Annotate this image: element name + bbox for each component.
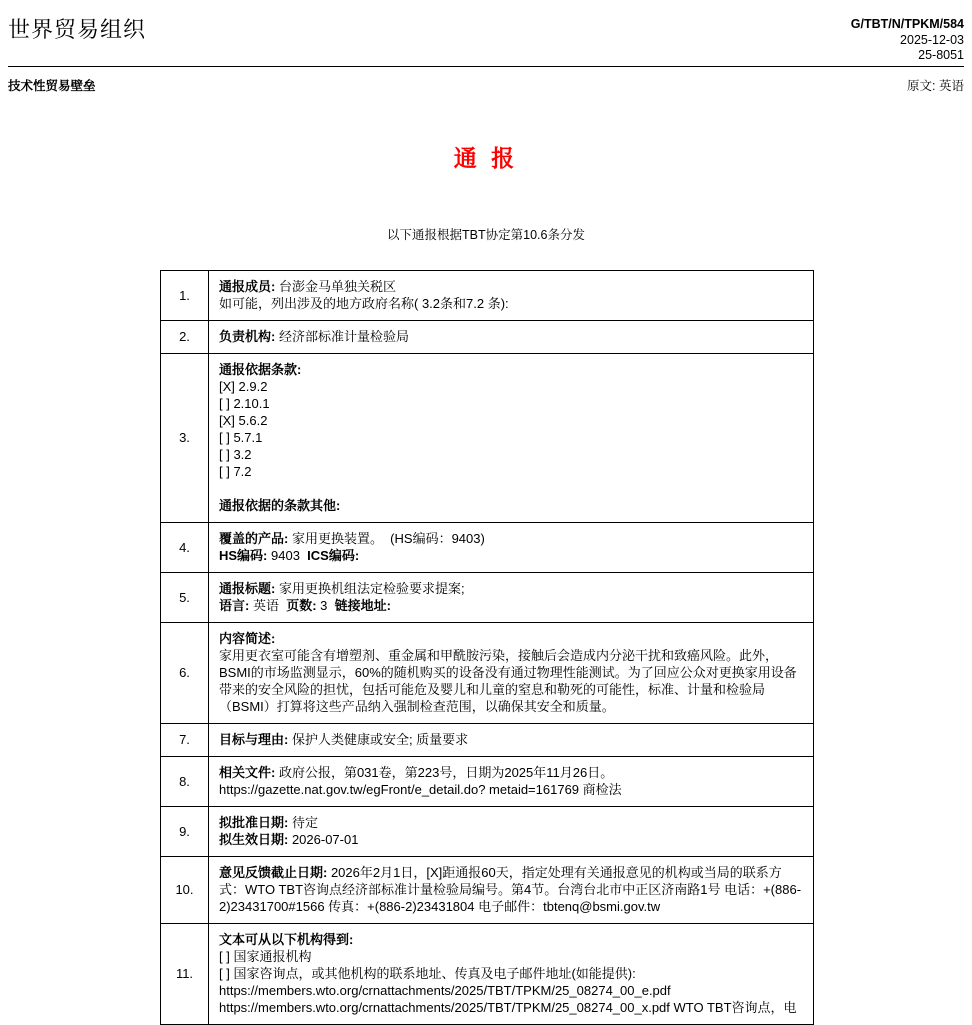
row-content: [209, 320, 814, 353]
row-content: [209, 723, 814, 756]
content-line: [219, 446, 803, 463]
field-value: [ ] 2.10.1: [219, 395, 270, 411]
field-value: 英语: [249, 597, 287, 613]
notification-title: 通 报: [453, 144, 519, 171]
content-line: [219, 530, 803, 547]
table-row: [161, 622, 814, 723]
field-value: https://gazette.nat.gov.tw/egFront/e_detail.do? metaid=161769 商检法: [219, 781, 622, 797]
organization-title: 世界贸易组织: [8, 17, 147, 42]
content-line: [219, 831, 803, 848]
field-value: 2026年2月1日，[X]距通报60天，指定处理有关通报意见的机构或当局的联系方式：WTO TBT咨询点经济部标准计量检验局编号。第4节。台湾台北市中正区济南路1号 电话：+(886-2)23431700#1566 传真：+(886-2)23431804 电子邮件：tbtenq@bsmi.gov.tw: [219, 864, 802, 914]
row-content: [209, 923, 814, 1024]
table-row: [161, 270, 814, 320]
field-value: 经济部标准计量检验局: [275, 328, 409, 344]
content-line: [219, 463, 803, 480]
document-number: 25-8051: [918, 48, 964, 62]
content-line: [219, 361, 803, 378]
content-line: [219, 630, 803, 647]
content-line: [219, 547, 803, 564]
row-content: [209, 270, 814, 320]
row-number: 2.: [161, 320, 209, 353]
content-line: [219, 781, 803, 798]
field-value: 2026-07-01: [288, 831, 359, 847]
row-content: [209, 572, 814, 622]
content-line: [219, 731, 803, 748]
field-value: 9403: [267, 547, 308, 563]
field-value: [X] 5.6.2: [219, 412, 268, 428]
field-label: 拟生效日期:: [219, 831, 289, 847]
field-label: 拟批准日期:: [219, 814, 289, 830]
table-row: [161, 723, 814, 756]
content-line: [219, 647, 803, 715]
field-value: [219, 481, 223, 496]
content-line: [219, 999, 803, 1016]
content-line: [219, 931, 803, 948]
field-label: 语言:: [219, 597, 250, 613]
document-header: [8, 0, 964, 64]
content-line: [219, 764, 803, 781]
field-label: 内容简述:: [219, 630, 276, 646]
document-meta: [851, 17, 964, 64]
row-number: 10.: [161, 856, 209, 923]
field-value: [X] 2.9.2: [219, 378, 268, 394]
content-line: [219, 597, 803, 614]
row-number: 4.: [161, 522, 209, 572]
field-value: [ ] 国家通报机构: [219, 948, 312, 964]
field-value: https://members.wto.org/crnattachments/2025/TBT/TPKM/25_08274_00_e.pdf: [219, 982, 671, 998]
field-value: 台澎金马单独关税区: [275, 278, 396, 294]
row-number: 8.: [161, 756, 209, 806]
field-label: 目标与理由:: [219, 731, 289, 747]
field-value: [ ] 5.7.1: [219, 429, 263, 445]
field-value: 政府公报，第031卷，第223号，日期为2025年11月26日。: [275, 764, 614, 780]
row-number: 1.: [161, 270, 209, 320]
table-row: [161, 806, 814, 856]
content-line: [219, 378, 803, 395]
field-value: 家用更衣室可能含有增塑剂、重金属和甲酰胺污染，接触后会造成内分泌干扰和致癌风险。此外，BSMI的市场监测显示，60%的随机购买的设备没有通过物理性能测试。为了回应公众对更换家用设备带来的安全风险的担忧，包括可能危及婴儿和儿童的窒息和勒死的可能性，标准、计量和检验局（BSMI）打算将这些产品纳入强制检查范围，以确保其安全和质量。: [219, 647, 797, 714]
content-line: [219, 982, 803, 999]
field-value: 家用更换装置。 (HS编码：9403): [288, 530, 485, 546]
content-line: [219, 295, 803, 312]
field-label: 通报依据条款:: [219, 361, 302, 377]
content-line: [219, 278, 803, 295]
field-value: [ ] 3.2: [219, 446, 252, 462]
content-line: [219, 948, 803, 965]
table-row: [161, 320, 814, 353]
row-number: 9.: [161, 806, 209, 856]
field-label: 文本可从以下机构得到:: [219, 931, 354, 947]
sub-header: [8, 67, 964, 94]
row-content: [209, 856, 814, 923]
content-line: [219, 814, 803, 831]
field-label: 通报依据的条款其他:: [219, 497, 341, 513]
row-number: 6.: [161, 622, 209, 723]
notification-table-body: [161, 270, 814, 1024]
field-value: 如可能，列出涉及的地方政府名称( 3.2条和7.2 条):: [219, 295, 509, 311]
field-label: 负责机构:: [219, 328, 276, 344]
field-value: 保护人类健康或安全; 质量要求: [288, 731, 469, 747]
row-number: 3.: [161, 353, 209, 522]
document-symbol: G/TBT/N/TPKM/584: [850, 17, 964, 31]
content-line: [219, 328, 803, 345]
field-value: [ ] 国家咨询点，或其他机构的联系地址、传真及电子邮件地址(如能提供):: [219, 965, 636, 981]
content-line: [219, 412, 803, 429]
field-value: 待定: [288, 814, 318, 830]
row-content: [209, 522, 814, 572]
table-row: [161, 522, 814, 572]
table-row: [161, 572, 814, 622]
notification-subtitle: 以下通报根据TBT协定第10.6条分发: [387, 227, 585, 242]
field-label: 通报成员:: [219, 278, 276, 294]
field-value: 3: [316, 597, 335, 613]
notification-table: [160, 270, 814, 1025]
content-line: [219, 497, 803, 514]
field-value: 家用更换机组法定检验要求提案;: [275, 580, 465, 596]
row-content: [209, 622, 814, 723]
field-label: ICS编码:: [307, 547, 360, 563]
field-label: 相关文件:: [219, 764, 276, 780]
field-label: 链接地址:: [334, 597, 391, 613]
row-number: 5.: [161, 572, 209, 622]
row-number: 11.: [161, 923, 209, 1024]
table-row: [161, 756, 814, 806]
content-line: [219, 965, 803, 982]
content-line: [219, 395, 803, 412]
table-row: [161, 353, 814, 522]
content-line: [219, 580, 803, 597]
field-label: 意见反馈截止日期:: [219, 864, 328, 880]
row-content: [209, 353, 814, 522]
committee-title: 技术性贸易壁垒: [8, 78, 96, 93]
field-label: 页数:: [286, 597, 317, 613]
table-row: [161, 856, 814, 923]
field-label: 覆盖的产品:: [219, 530, 289, 546]
table-row: [161, 923, 814, 1024]
row-content: [209, 806, 814, 856]
document-date: 2025-12-03: [900, 32, 964, 47]
original-language-label: 原文: 英语: [907, 78, 964, 93]
row-number: 7.: [161, 723, 209, 756]
content-line: [219, 864, 803, 915]
field-value: https://members.wto.org/crnattachments/2025/TBT/TPKM/25_08274_00_x.pdf WTO TBT咨询点，电: [219, 999, 797, 1015]
content-line: [219, 429, 803, 446]
content-line: [219, 480, 803, 497]
field-label: HS编码:: [219, 547, 268, 563]
field-label: 通报标题:: [219, 580, 276, 596]
row-content: [209, 756, 814, 806]
field-value: [ ] 7.2: [219, 463, 252, 479]
